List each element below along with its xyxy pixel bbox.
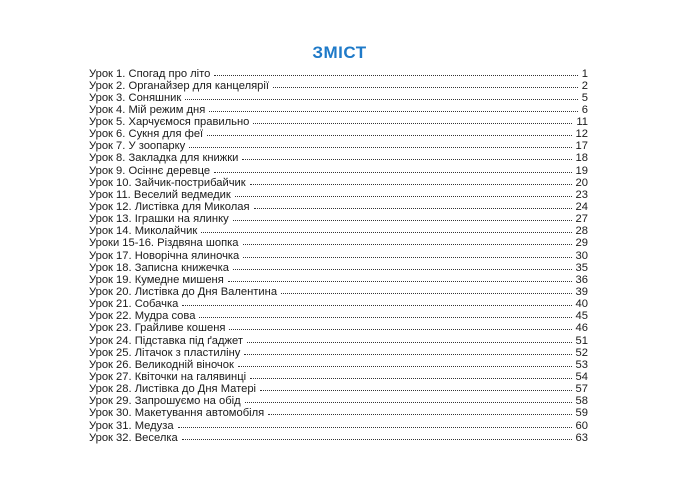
table-of-contents — [89, 68, 588, 444]
toc-entry — [89, 237, 588, 249]
toc-entry-page-number: 2 — [581, 79, 588, 92]
toc-entry — [89, 165, 588, 177]
dot-leader — [233, 219, 572, 221]
toc-entry — [89, 140, 588, 152]
toc-entry-page-number: 1 — [581, 67, 588, 80]
dot-leader — [250, 377, 571, 379]
toc-entry-page-number: 51 — [575, 334, 588, 347]
dot-leader — [260, 389, 571, 391]
toc-entry-label: Урок 11. Веселий ведмедик — [89, 188, 231, 201]
toc-entry-label: Урок 27. Квіточки на галявинці — [89, 371, 247, 384]
toc-entry-label: Урок 32. Веселка — [89, 431, 178, 444]
dot-leader — [250, 183, 572, 185]
toc-entry-page-number: 60 — [575, 419, 588, 432]
dot-leader — [242, 158, 571, 160]
toc-entry — [89, 298, 588, 310]
dot-leader — [254, 207, 572, 209]
dot-leader — [238, 365, 572, 367]
dot-leader — [281, 292, 571, 294]
toc-entry-label: Урок 17. Новорічна ялиночка — [89, 249, 240, 262]
toc-entry-page-number: 45 — [575, 310, 588, 323]
dot-leader — [245, 401, 572, 403]
toc-entry — [89, 189, 588, 201]
toc-entry-label: Урок 19. Кумедне мишеня — [89, 273, 224, 286]
toc-entry-label: Урок 23. Грайливе кошеня — [89, 322, 226, 335]
toc-entry-label: Урок 4. Мій режим дня — [89, 103, 206, 116]
toc-entry-page-number: 20 — [575, 176, 588, 189]
toc-entry-page-number: 29 — [575, 237, 588, 250]
toc-entry-page-number: 30 — [575, 249, 588, 262]
dot-leader — [235, 195, 572, 197]
toc-entry — [89, 128, 588, 140]
toc-entry-label: Урок 2. Органайзер для канцелярії — [89, 79, 269, 92]
toc-entry-page-number: 52 — [575, 346, 588, 359]
toc-entry-page-number: 36 — [575, 273, 588, 286]
toc-entry — [89, 262, 588, 274]
toc-entry-page-number: 28 — [575, 225, 588, 238]
toc-entry-label: Урок 7. У зоопарку — [89, 140, 186, 153]
toc-entry — [89, 371, 588, 383]
toc-entry — [89, 310, 588, 322]
dot-leader — [233, 268, 572, 270]
toc-entry-label: Урок 13. Іграшки на ялинку — [89, 213, 229, 226]
toc-entry — [89, 201, 588, 213]
toc-entry-label: Уроки 15-16. Різдвяна шопка — [89, 237, 239, 250]
dot-leader — [268, 413, 571, 415]
dot-leader — [209, 110, 577, 112]
toc-entry — [89, 274, 588, 286]
toc-entry — [89, 92, 588, 104]
toc-entry-label: Урок 26. Великодній віночок — [89, 358, 234, 371]
dot-leader — [182, 304, 571, 306]
toc-entry-page-number: 23 — [575, 188, 588, 201]
toc-entry-page-number: 54 — [575, 371, 588, 384]
toc-entry — [89, 432, 588, 444]
toc-entry — [89, 104, 588, 116]
toc-entry-label: Урок 6. Сукня для феї — [89, 128, 204, 141]
dot-leader — [201, 231, 571, 233]
toc-entry-label: Урок 10. Зайчик-пострибайчик — [89, 176, 246, 189]
toc-entry-label: Урок 28. Листівка до Дня Матері — [89, 383, 257, 396]
toc-entry — [89, 407, 588, 419]
toc-entry-page-number: 63 — [575, 431, 588, 444]
toc-entry — [89, 347, 588, 359]
toc-entry — [89, 383, 588, 395]
toc-entry-page-number: 39 — [575, 286, 588, 299]
dot-leader — [247, 341, 572, 343]
dot-leader — [273, 86, 578, 88]
toc-entry — [89, 80, 588, 92]
toc-entry-page-number: 12 — [575, 128, 588, 141]
toc-entry-label: Урок 8. Закладка для книжки — [89, 152, 239, 165]
toc-entry-label: Урок 12. Листівка для Миколая — [89, 201, 250, 214]
toc-entry-page-number: 5 — [581, 91, 588, 104]
dot-leader — [228, 280, 572, 282]
toc-entry-page-number: 11 — [576, 116, 588, 129]
dot-leader — [182, 438, 572, 440]
toc-entry-page-number: 17 — [575, 140, 588, 153]
toc-entry-label: Урок 22. Мудра сова — [89, 310, 196, 323]
dot-leader — [207, 134, 571, 136]
toc-entry-page-number: 46 — [575, 322, 588, 335]
toc-entry-label: Урок 29. Запрошуємо на обід — [89, 395, 241, 408]
toc-entry-page-number: 24 — [575, 201, 588, 214]
toc-entry — [89, 213, 588, 225]
toc-entry-page-number: 59 — [575, 407, 588, 420]
dot-leader — [214, 74, 577, 76]
toc-entry — [89, 322, 588, 334]
toc-entry-label: Урок 20. Листівка до Дня Валентина — [89, 286, 278, 299]
toc-entry-page-number: 58 — [575, 395, 588, 408]
dot-leader — [189, 146, 571, 148]
toc-entry — [89, 68, 588, 80]
toc-entry — [89, 335, 588, 347]
dot-leader — [214, 171, 571, 173]
toc-entry-label: Урок 30. Макетування автомобіля — [89, 407, 265, 420]
toc-entry-page-number: 19 — [575, 164, 588, 177]
toc-entry-label: Урок 3. Соняшник — [89, 91, 182, 104]
toc-entry-page-number: 27 — [575, 213, 588, 226]
toc-entry — [89, 225, 588, 237]
dot-leader — [178, 426, 572, 428]
toc-entry-page-number: 40 — [575, 298, 588, 311]
toc-entry-page-number: 35 — [575, 261, 588, 274]
toc-entry — [89, 250, 588, 262]
toc-entry-label: Урок 21. Собачка — [89, 298, 179, 311]
dot-leader — [253, 122, 572, 124]
toc-entry-page-number: 53 — [575, 358, 588, 371]
toc-entry-page-number: 6 — [581, 103, 588, 116]
toc-entry — [89, 286, 588, 298]
toc-entry-label: Урок 18. Записна книжечка — [89, 261, 229, 274]
toc-entry-label: Урок 14. Миколайчик — [89, 225, 198, 238]
toc-entry-label: Урок 1. Спогад про літо — [89, 67, 211, 80]
toc-entry — [89, 395, 588, 407]
toc-entry — [89, 152, 588, 164]
toc-entry — [89, 420, 588, 432]
toc-entry-page-number: 57 — [575, 383, 588, 396]
toc-entry-label: Урок 24. Підставка під ґаджет — [89, 334, 243, 347]
toc-title: ЗМІСТ — [312, 43, 367, 62]
toc-entry — [89, 359, 588, 371]
toc-entry-label: Урок 31. Медуза — [89, 419, 174, 432]
toc-entry — [89, 116, 588, 128]
dot-leader — [229, 328, 571, 330]
toc-entry — [89, 177, 588, 189]
toc-entry-label: Урок 9. Осіннє деревце — [89, 164, 211, 177]
toc-entry-page-number: 18 — [575, 152, 588, 165]
dot-leader — [185, 98, 577, 100]
dot-leader — [243, 243, 572, 245]
toc-entry-label: Урок 5. Харчуємося правильно — [89, 116, 250, 129]
dot-leader — [244, 353, 571, 355]
dot-leader — [199, 316, 571, 318]
toc-entry-label: Урок 25. Літачок з пластиліну — [89, 346, 241, 359]
dot-leader — [243, 256, 571, 258]
